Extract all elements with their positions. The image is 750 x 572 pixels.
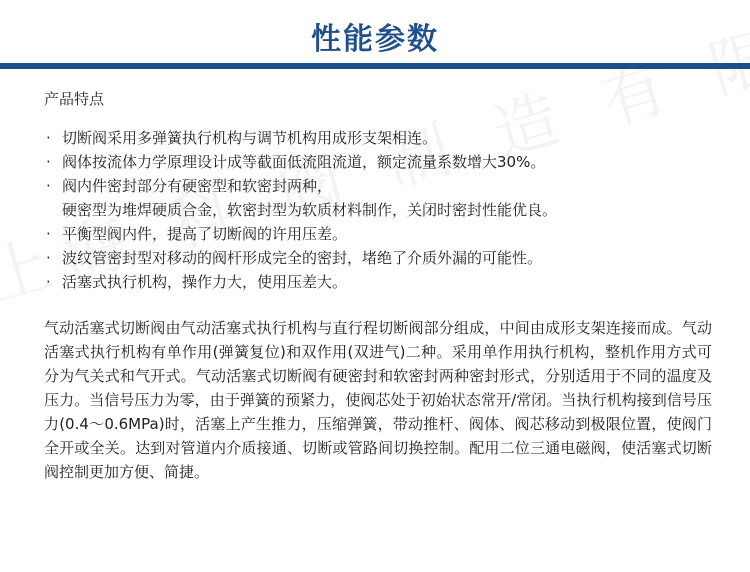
description-paragraph: 气动活塞式切断阀由气动活塞式执行机构与直行程切断阀部分组成，中间由成形支架连接而成。气动活塞式执行机构有单作用(弹簧复位)和双作用(双进气)二种。采用单作用执行机构，整机作用方式可分为气关式和气开式。气动活塞式切断阀有硬密封和软密封两种密封形式，分别适用于不同的温度及压力。当信号压力为零，由于弹簧的预紧力，使阀芯处于初始状态常开/常闭。当执行机构接到信号压力(0.4～0.6MPa)时，活塞上产生推力，压缩弹簧，带动推杆、阀体、阀芯移动到极限位置，使阀门全开或全关。达到对管道内介质接通、切断或管路间切换控制。配用二位三通电磁阀，使活塞式切断阀控制更加方便、简捷。 <box>44 319 712 481</box>
feature-text: 阀内件密封部分有硬密型和软密封两种， <box>62 177 333 195</box>
feature-text: 波纹管密封型对移动的阀杆形成完全的密封，堵绝了介质外漏的可能性。 <box>62 249 543 267</box>
feature-text: 平衡型阀内件，提高了切断阀的许用压差。 <box>62 225 348 243</box>
bullet-icon: · <box>46 177 51 195</box>
feature-item <box>44 126 724 150</box>
bullet-icon: · <box>46 249 51 267</box>
section-heading: 产品特点 <box>44 90 105 108</box>
bullet-icon: · <box>46 129 51 147</box>
title-underline-bar <box>0 63 750 69</box>
feature-list <box>44 126 724 294</box>
page-title: 性能参数 <box>311 22 439 57</box>
feature-text: 阀体按流体力学原理设计成等截面低流阻流道，额定流量系数增大30%。 <box>62 153 546 171</box>
bullet-icon: · <box>46 153 51 171</box>
feature-item <box>44 150 724 174</box>
bullet-icon: · <box>46 273 51 291</box>
feature-item <box>44 246 724 270</box>
feature-item <box>44 222 724 246</box>
feature-item <box>44 174 724 222</box>
bullet-icon: · <box>46 225 51 243</box>
feature-item <box>44 270 724 294</box>
feature-subtext: 硬密型为堆焊硬质合金，软密封型为软质材料制作，关闭时密封性能优良。 <box>62 201 558 219</box>
feature-text: 活塞式执行机构，操作力大，使用压差大。 <box>62 273 348 291</box>
feature-text: 切断阀采用多弹簧执行机构与调节机构用成形支架相连。 <box>62 129 438 147</box>
